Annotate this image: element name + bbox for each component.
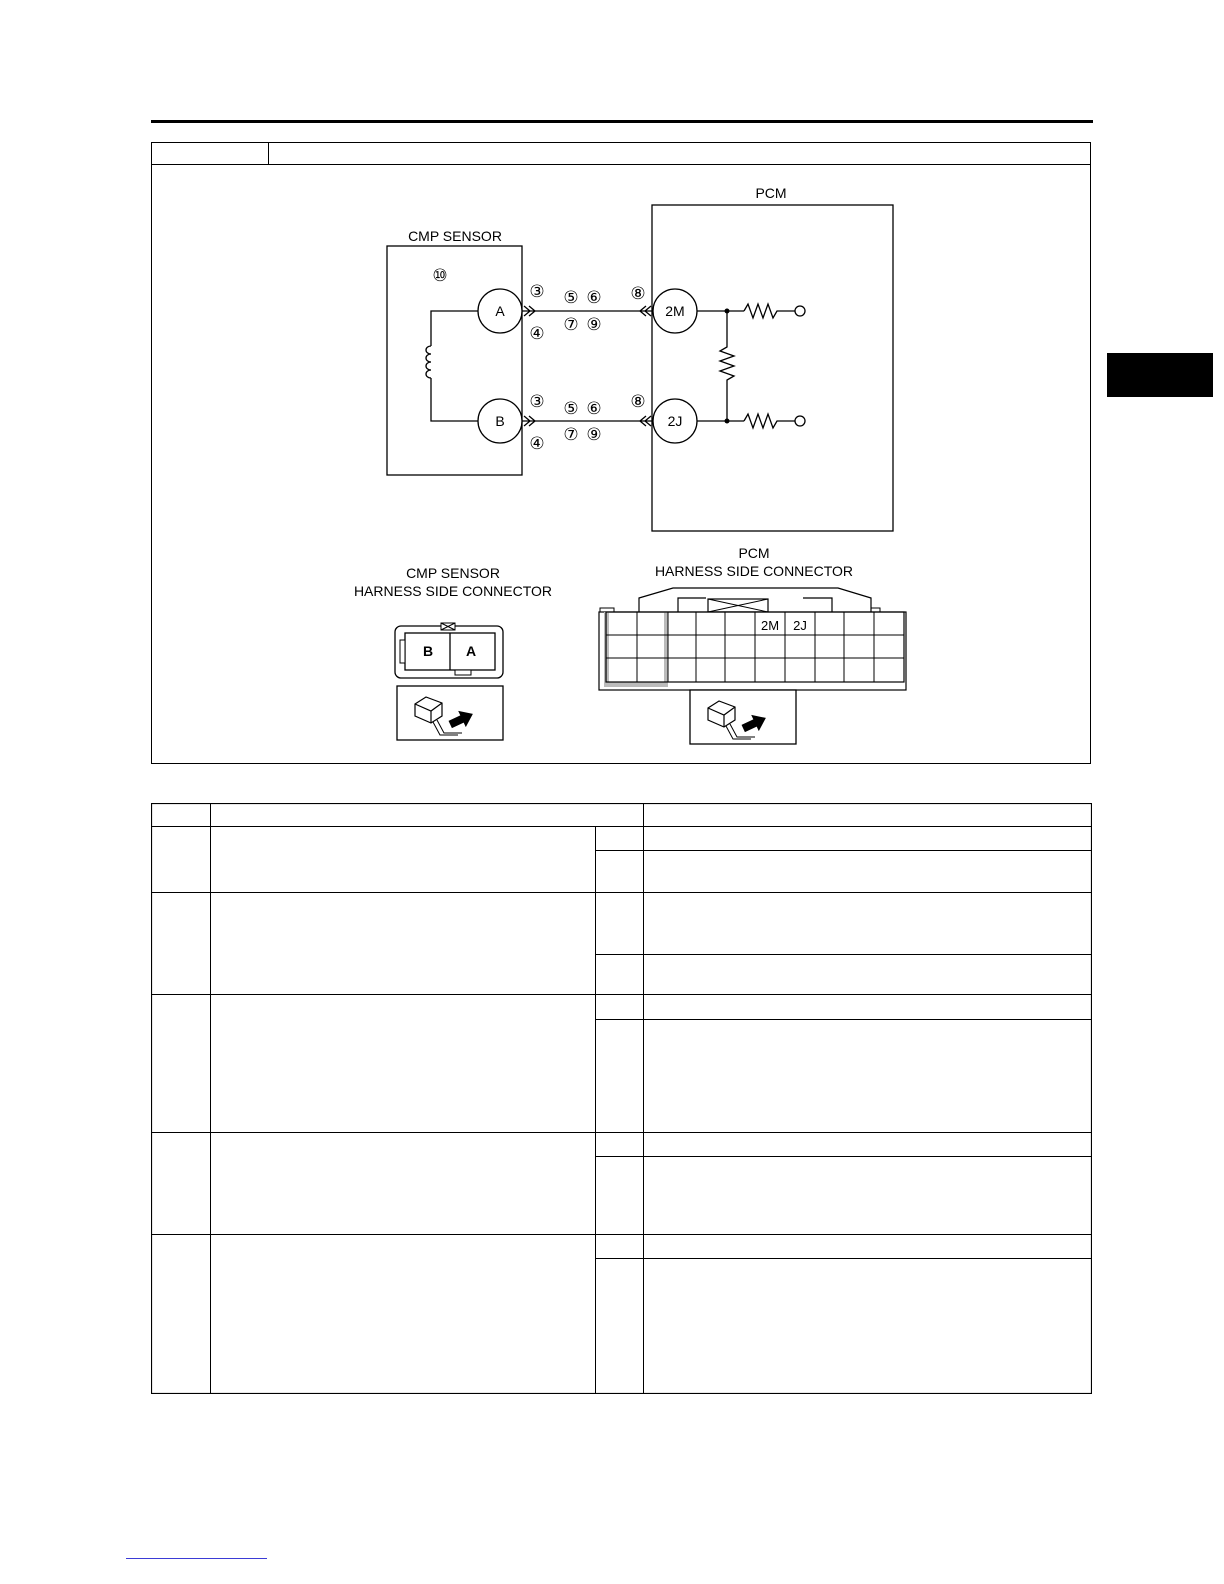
resistor-icon-vertical — [720, 311, 734, 421]
callout-9-top: ⑨ — [586, 315, 602, 334]
pcm-terminal-2m-label: 2M — [665, 303, 685, 319]
pcm-box — [652, 205, 893, 531]
cmp-connector-title-1: CMP SENSOR — [406, 565, 500, 581]
pcm-connector-title-2: HARNESS SIDE CONNECTOR — [654, 563, 854, 579]
cmp-connector-title-2: HARNESS SIDE CONNECTOR — [353, 583, 553, 599]
pcm-connector-title-1: PCM — [738, 545, 770, 561]
troubleshooting-table — [151, 803, 1092, 1394]
callout-8-bottom: ⑧ — [630, 392, 646, 411]
terminal-open-top — [795, 306, 805, 316]
footer-link-underline — [126, 1558, 267, 1559]
cmp-connector-tab — [455, 670, 471, 675]
callout-3-top: ③ — [529, 282, 545, 301]
callout-5-top: ⑤ — [563, 288, 579, 307]
cmp-pin-a: A — [465, 643, 477, 659]
callout-6-bottom: ⑥ — [586, 399, 602, 418]
terminal-open-bottom — [795, 416, 805, 426]
callout-3-bottom: ③ — [529, 392, 545, 411]
callout-6-top: ⑥ — [586, 288, 602, 307]
callout-7-top: ⑦ — [563, 315, 579, 334]
callout-8-top: ⑧ — [630, 284, 646, 303]
callout-4-top: ④ — [529, 324, 545, 343]
cmp-sensor-label: CMP SENSOR — [408, 228, 502, 244]
resistor-icon-bottom — [744, 414, 795, 428]
resistor-icon-top — [744, 304, 795, 318]
cmp-harness-view-icon-box — [397, 686, 503, 740]
sensor-terminal-b-label: B — [495, 413, 505, 429]
callout-5-bottom: ⑤ — [563, 399, 579, 418]
pcm-connector-body — [599, 588, 906, 690]
coil-icon — [426, 346, 431, 378]
callout-4-bottom: ④ — [529, 434, 545, 453]
cmp-pin-b: B — [422, 643, 434, 659]
callout-9-bottom: ⑨ — [586, 425, 602, 444]
pcm-label: PCM — [755, 185, 787, 201]
sensor-terminal-a-label: A — [495, 303, 505, 319]
pcm-pin-2m: 2M — [760, 618, 780, 633]
callout-10: ⑩ — [432, 266, 448, 285]
pcm-harness-view-icon-box — [690, 690, 796, 744]
pcm-terminal-2j-label: 2J — [667, 413, 683, 429]
pcm-pin-2j: 2J — [793, 618, 807, 633]
cmp-connector-latch — [400, 640, 405, 663]
callout-7-bottom: ⑦ — [563, 425, 579, 444]
